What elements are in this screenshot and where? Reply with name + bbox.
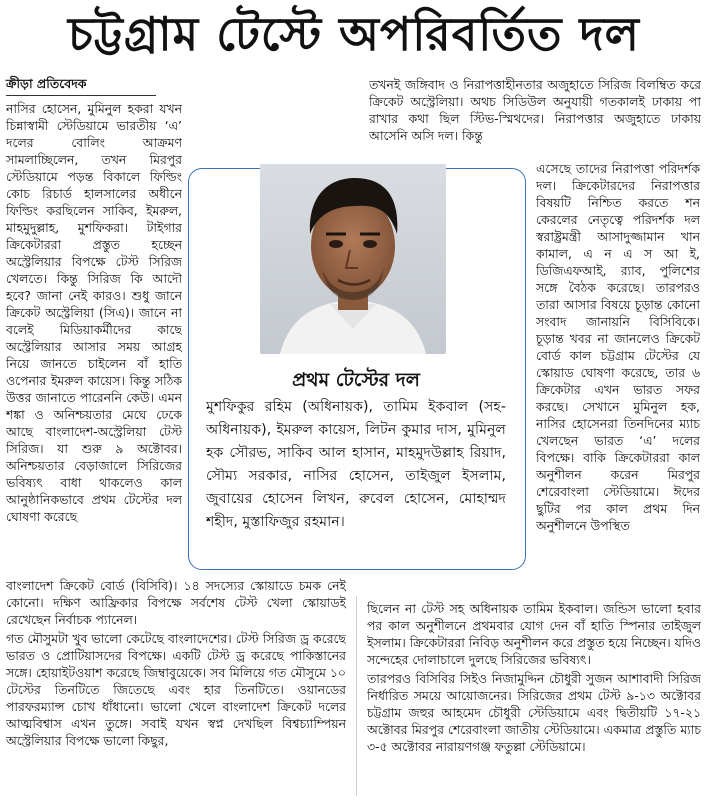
headline: চট্টগ্রাম টেস্টে অপরিবর্তিত দল xyxy=(68,7,640,61)
left-column xyxy=(6,100,182,575)
bottom-left-column xyxy=(6,577,346,799)
right-top-text xyxy=(369,76,701,156)
right-column xyxy=(536,160,700,596)
player-photo xyxy=(260,164,446,354)
squad-list: মুশফিকুর রহিম (অধিনায়ক), তামিম ইকবাল (সহ-অধিনায়ক), ইমরুল কায়েস, লিটন কুমার দাস, মুমিনুল হক সৌরভ, সাকিব আল হাসান, মাহমুদউল্লাহ রিয়াদ, সৌম্য সরকার, নাসির হোসেন, তাইজুল ইসলাম, জুবায়ের হোসেন লিখন, রুবেল হোসেন, মোহাম্মদ শহীদ, মুস্তাফিজুর রহমান। xyxy=(206,399,506,530)
right-column-text: এসেছে তাদের নিরাপত্তা পরিদর্শক দল। ক্রিকেটারদের নিরাপত্তার বিষয়টি নিশ্চিত করতে শন কেরলের নেতৃত্বে পরিদর্শক দল স্বরাষ্ট্রমন্ত্রী আসাদুজ্জামান খান কামাল, এ ন এ স আ ই, ডিজিএফআই, র‌্যাব, পুলিশের সঙ্গে বৈঠক করেছে। তারপরও তারা আসার বিষয়ে চূড়ান্ত কোনো সংবাদ জানায়নি বিসিবিকে। চূড়ান্ত খবর না জানলেও ক্রিকেট বোর্ড কাল চট্টগ্রাম টেস্টের যে স্কোয়াড ঘোষণা করেছে, তার ৬ ক্রিকেটার এখন ভারত সফর করছে। সেখানে মুমিনুল হক, নাসির হোসেনরা তিনদিনের ম্যাচ খেলছেন ভারত ‘এ’ দলের বিপক্ষে। বাকি ক্রিকেটাররা কাল অনুশীলন করেন মিরপুর শেরেবাংলা স্টেডিয়ামে। ঈদের ছুটির পর কাল প্রথম দিন অনুশীলনে উপস্থিত xyxy=(536,161,700,533)
bottom-left-paragraph-2: গত মৌসুমটা খুব ভালো কেটেছে বাংলাদেশের। টেস্ট সিরিজ ড্র করেছে ভারত ও প্রোটিয়াসদের বিপক্ষে। একটি টেস্ট ড্র করেছে পাকিস্তানের সঙ্গে। হোয়াইটওয়াশ করেছে জিম্বাবুয়েকে। সব মিলিয়ে গত মৌসুমে ১০ টেস্টের তিনটিতে জিতেছে এবং হার তিনটিতে। ওয়ানডের পারফরম্যান্স চোখ ধাঁধানো। ভালো খেলে বাংলাদেশ ক্রিকেট দলের আত্মবিশ্বাস এখন তুঙ্গে। সবাই যখন স্বপ্ন দেখছিল বিশ্বচ্যাম্পিয়ন অস্ট্রেলিয়ার বিপক্ষে ভালো কিছুর, xyxy=(6,631,346,748)
column-divider xyxy=(356,596,357,796)
right-top-paragraph: তখনই জঙ্গিবাদ ও নিরাপত্তাহীনতার অজুহাতে সিরিজ বিলম্বিত করে ক্রিকেট অস্ট্রেলিয়া। অথচ সিডিউল অনুযায়ী গতকালই ঢাকায় পা রাখার কথা ছিল স্টিভ-স্মিথদের। নিরাপত্তার অজুহাতে ঢাকায় আসেনি অসি দল। কিন্তু xyxy=(369,77,701,143)
bottom-left-paragraph-1: বাংলাদেশ ক্রিকেট বোর্ড (বিসিবি)। ১৪ সদস্যের স্কোয়াডে চমক নেই কোনো। দক্ষিণ আফ্রিকার বিপক্ষে সর্বশেষ টেস্ট খেলা স্কোয়াডই রেখেছেন নির্বাচক প্যানেল। xyxy=(6,578,346,627)
bottom-right-paragraph-2: তারপরও বিসিবির সিইও নিজামুদ্দিন চৌধুরী সুজন আশাবাদী সিরিজ নির্ধারিত সময়ে আয়োজনের। সিরিজের প্রথম টেস্ট ৯-১৩ অক্টোবর চট্টগ্রাম জহুর আহমেদ চৌধুরী স্টেডিয়ামে এবং দ্বিতীয়টি ১৭-২১ অক্টোবর মিরপুর শেরেবাংলা জাতীয় স্টেডিয়ামে। একমাত্র প্রস্তুতি ম্যাচ ৩-৫ অক্টোবর নারায়ণগঞ্জ ফতুল্লা স্টেডিয়ামে। xyxy=(367,671,701,754)
left-column-text: নাসির হোসেন, মুমিনুল হকরা যখন চিন্নাস্বামী স্টেডিয়ামে ভারতীয় ‘এ’ দলের বোলিং আক্রমণ সামলাচ্ছিলেন, তখন মিরপুর স্টেডিয়ামে পড়ন্ত বিকালে ফিল্ডিং কোচ রিচার্ড হালসালের অধীনে ফিল্ডিং করছিলেন সাকিব, ইমরুল, মাহমুদুল্লাহ, মুশফিকরা। টাইগার ক্রিকেটাররা প্রস্তুত হচ্ছেন অস্ট্রেলিয়ার বিপক্ষে টেস্ট সিরিজ খেলতে। কিন্তু সিরিজ কি আদৌ হবে? জানা নেই কারও। শুধু জানে ক্রিকেট অস্ট্রেলিয়া (সিএ)। জানে না বলেই মিডিয়াকর্মীদের কাছে অস্ট্রেলিয়ার আসার সময় আগ্রহ নিয়ে জানতে চাইলেন বাঁ হাতি ওপেনার ইমরুল কায়েস। কিন্তু সঠিক উত্তর জানাতে পারেননি কেউ। এমন শঙ্কা ও অনিশ্চয়তার মেঘে ঢেকে আছে বাংলাদেশ-অস্ট্রেলিয়া টেস্ট সিরিজ। যা শুরু ৯ অক্টোবর। অনিশ্চয়তার বেড়াজালে সিরিজের ভবিষ্যৎ বাধা থাকলেও কাল আনুষ্ঠানিকভাবে প্রথম টেস্টের দল ঘোষণা করেছে xyxy=(6,101,182,524)
player-portrait-image xyxy=(260,164,446,354)
bottom-right-column xyxy=(367,600,701,799)
byline-rule xyxy=(6,95,156,96)
bottom-right-paragraph-1: ছিলেন না টেস্ট সহ অধিনায়ক তামিম ইকবাল। জন্ডিস ভালো হবার পর কাল অনুশীলনে প্রথমবার যোগ দেন বাঁ হাতি স্পিনার তাইজুল ইসলাম। ক্রিকেটাররা নিবিড় অনুশীলন করে প্রস্তুত হয়ে নিচ্ছেন। যদিও সন্দেহের দোলাচালে দুলছে সিরিজের ভবিষ্যৎ। xyxy=(367,601,701,667)
byline: ক্রীড়া প্রতিবেদক xyxy=(6,76,87,91)
squad-box-title: প্রথম টেস্টের দল xyxy=(292,369,420,391)
